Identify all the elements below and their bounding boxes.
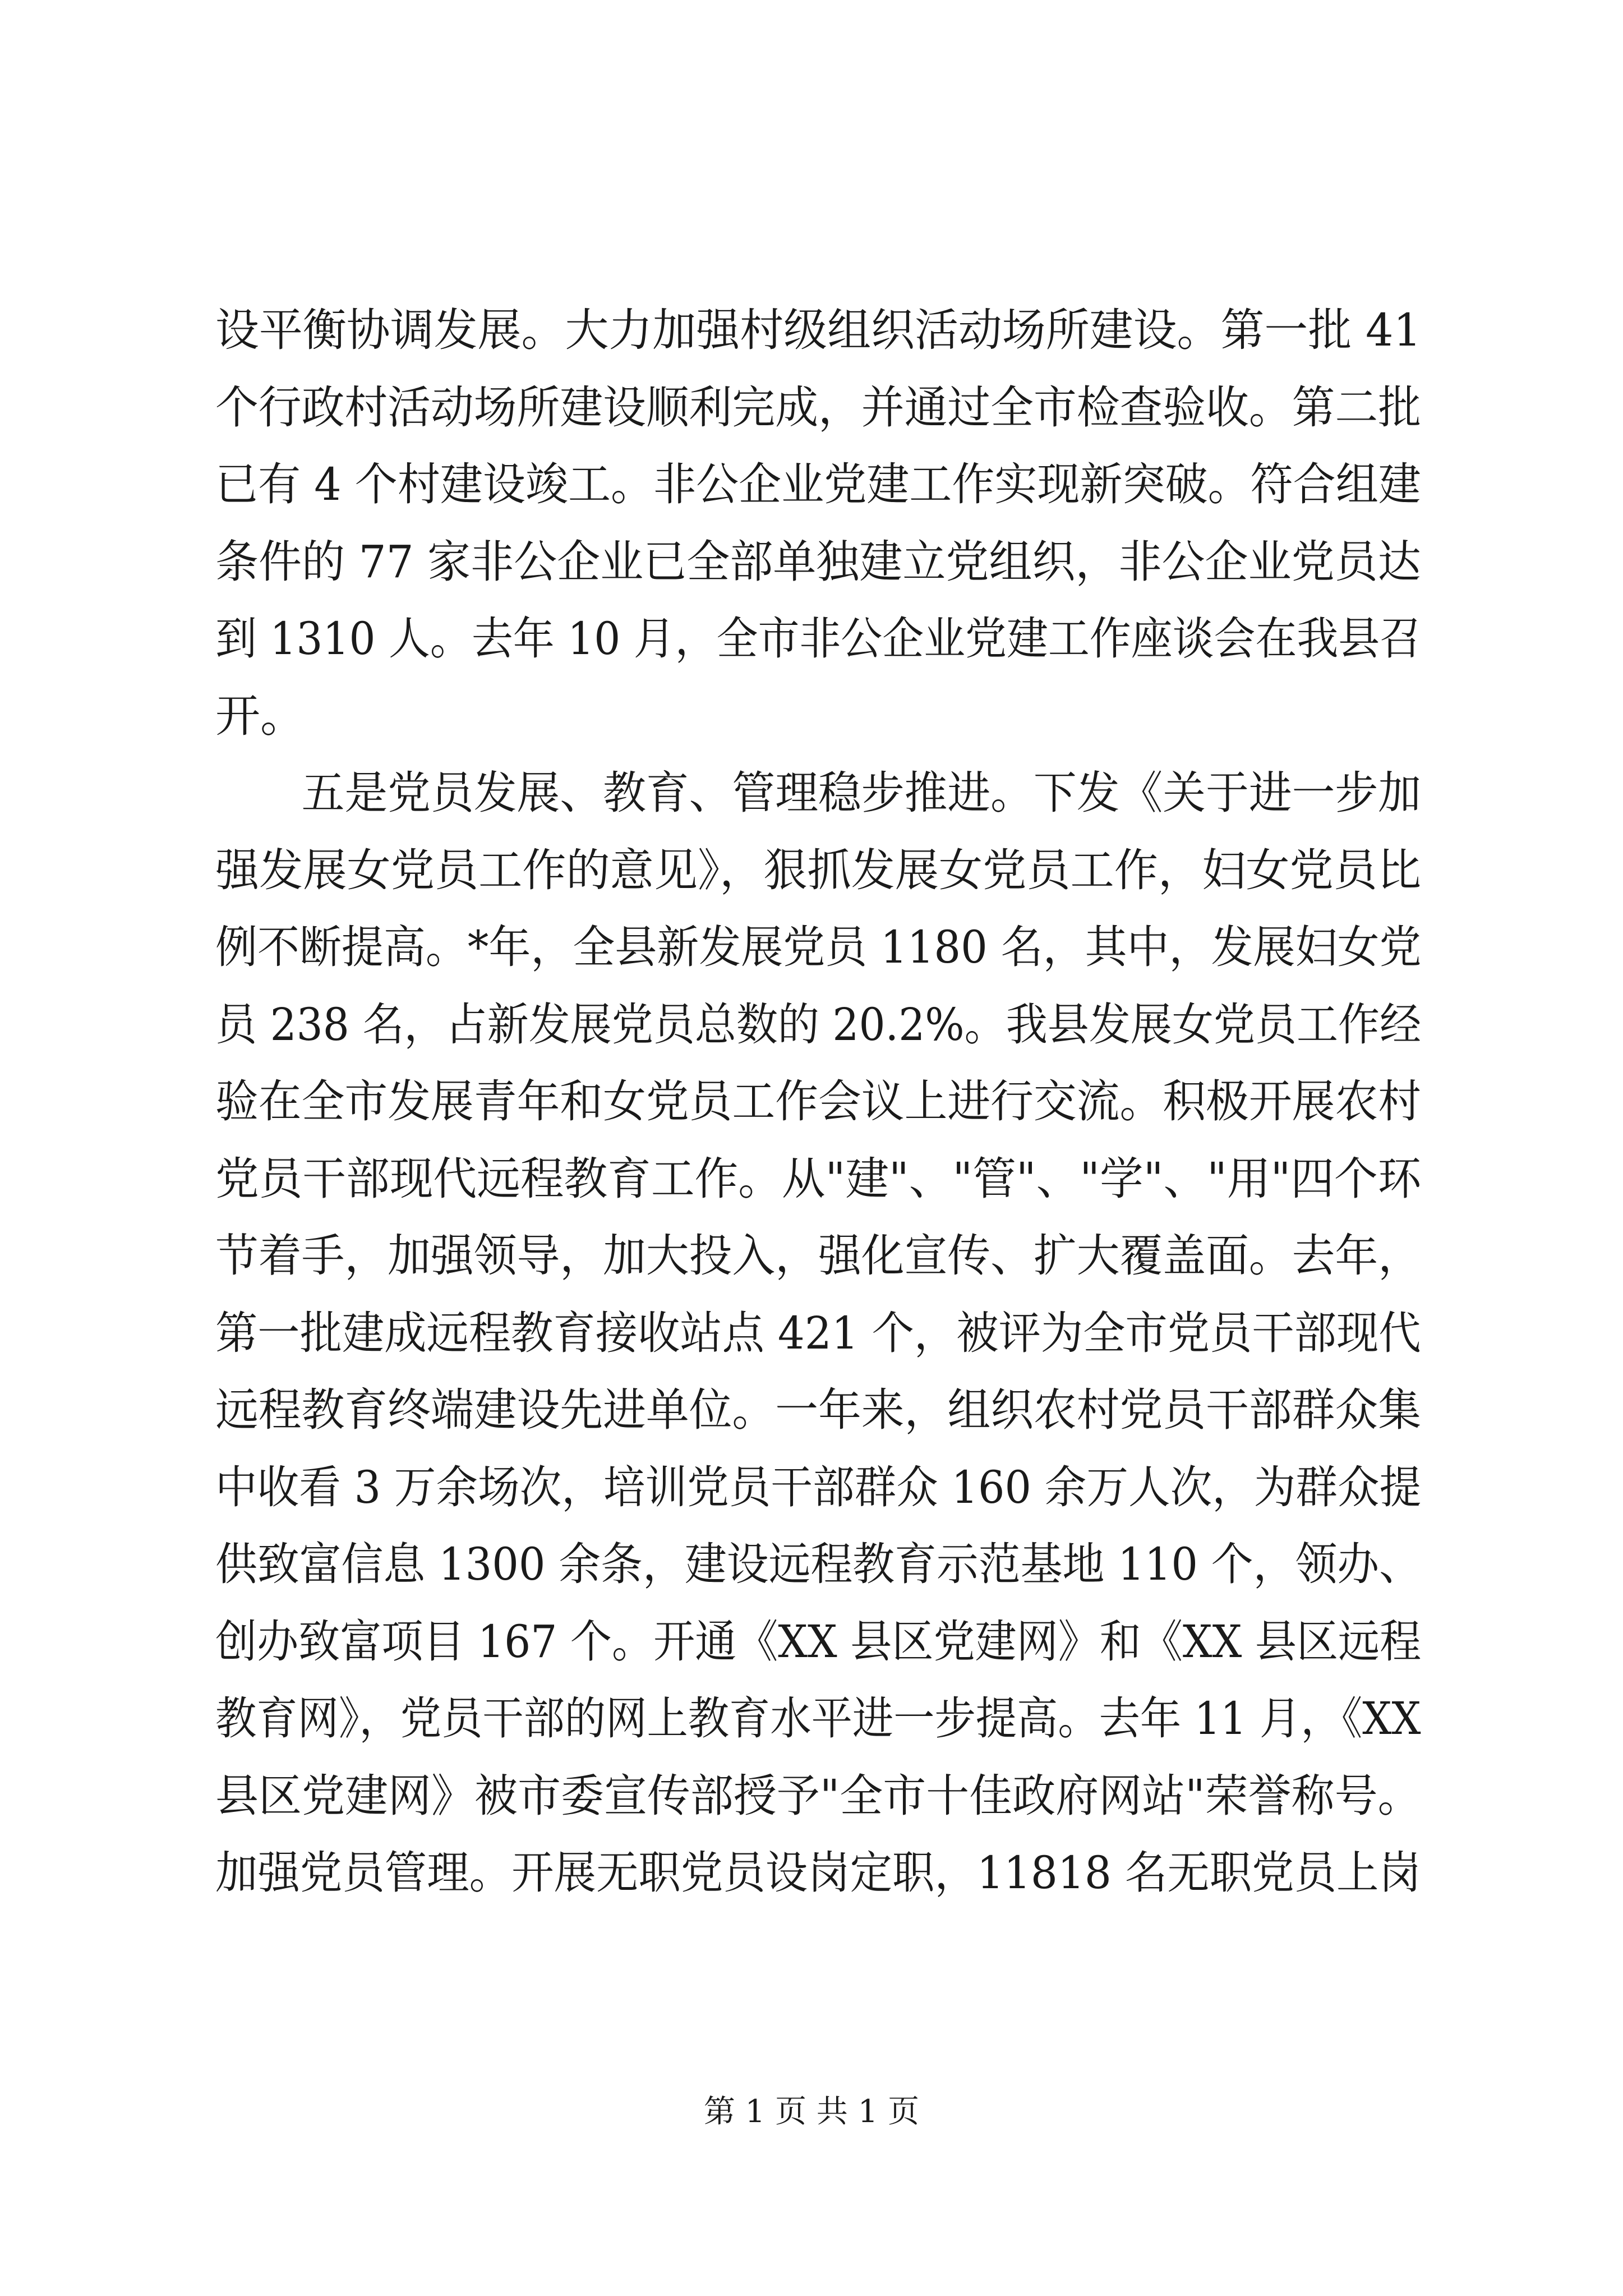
page-footer bbox=[0, 2087, 1623, 2132]
text-line: 党员干部现代远程教育工作。从"建"、"管"、"学"、"用"四个环 bbox=[215, 1152, 1422, 1205]
text-line: 中收看 3 万余场次，培训党员干部群众 160 余万人次，为群众提 bbox=[215, 1461, 1422, 1513]
text-line: 已有 4 个村建设竣工。非公企业党建工作实现新突破。符合组建 bbox=[215, 458, 1421, 510]
text-line: 员 238 名，占新发展党员总数的 20.2%。我县发展女党员工作经 bbox=[215, 998, 1422, 1051]
text-line: 到 1310 人。去年 10 月，全市非公企业党建工作座谈会在我县召 bbox=[215, 613, 1422, 665]
text-line: 设平衡协调发展。大力加强村级组织活动场所建设。第一批 41 bbox=[215, 304, 1422, 356]
text-line: 加强党员管理。开展无职党员设岗定职，11818 名无职党员上岗 bbox=[215, 1847, 1421, 1899]
text-line: 第一批建成远程教育接收站点 421 个，被评为全市党员干部现代 bbox=[215, 1306, 1421, 1359]
text-line: 例不断提高。*年，全县新发展党员 1180 名，其中，发展妇女党 bbox=[215, 921, 1422, 973]
text-line: 创办致富项目 167 个。开通《XX 县区党建网》和《XX 县区远程 bbox=[215, 1615, 1422, 1668]
text-line: 个行政村活动场所建设顺利完成，并通过全市检查验收。第二批 bbox=[215, 381, 1421, 434]
text-line: 县区党建网》被市委宣传部授予"全市十佳政府网站"荣誉称号。 bbox=[215, 1769, 1421, 1822]
text-line: 远程教育终端建设先进单位。一年来，组织农村党员干部群众集 bbox=[215, 1384, 1421, 1436]
text-line: 节着手，加强领导，加大投入，强化宣传、扩大覆盖面。去年， bbox=[215, 1230, 1421, 1282]
text-line: 五是党员发展、教育、管理稳步推进。下发《关于进一步加 bbox=[215, 767, 1421, 819]
text-line: 验在全市发展青年和女党员工作会议上进行交流。积极开展农村 bbox=[215, 1075, 1421, 1128]
body-text bbox=[215, 292, 1421, 1912]
page-number-label: 第 1 页 共 1 页 bbox=[703, 2093, 920, 2130]
text-line: 供致富信息 1300 余条，建设远程教育示范基地 110 个，领办、 bbox=[215, 1538, 1422, 1590]
text-line: 条件的 77 家非公企业已全部单独建立党组织，非公企业党员达 bbox=[215, 535, 1421, 588]
text-line: 开。 bbox=[215, 689, 305, 742]
text-line: 教育网》，党员干部的网上教育水平进一步提高。去年 11 月，《XX bbox=[215, 1692, 1421, 1745]
text-line: 强发展女党员工作的意见》，狠抓发展女党员工作，妇女党员比 bbox=[215, 844, 1421, 896]
